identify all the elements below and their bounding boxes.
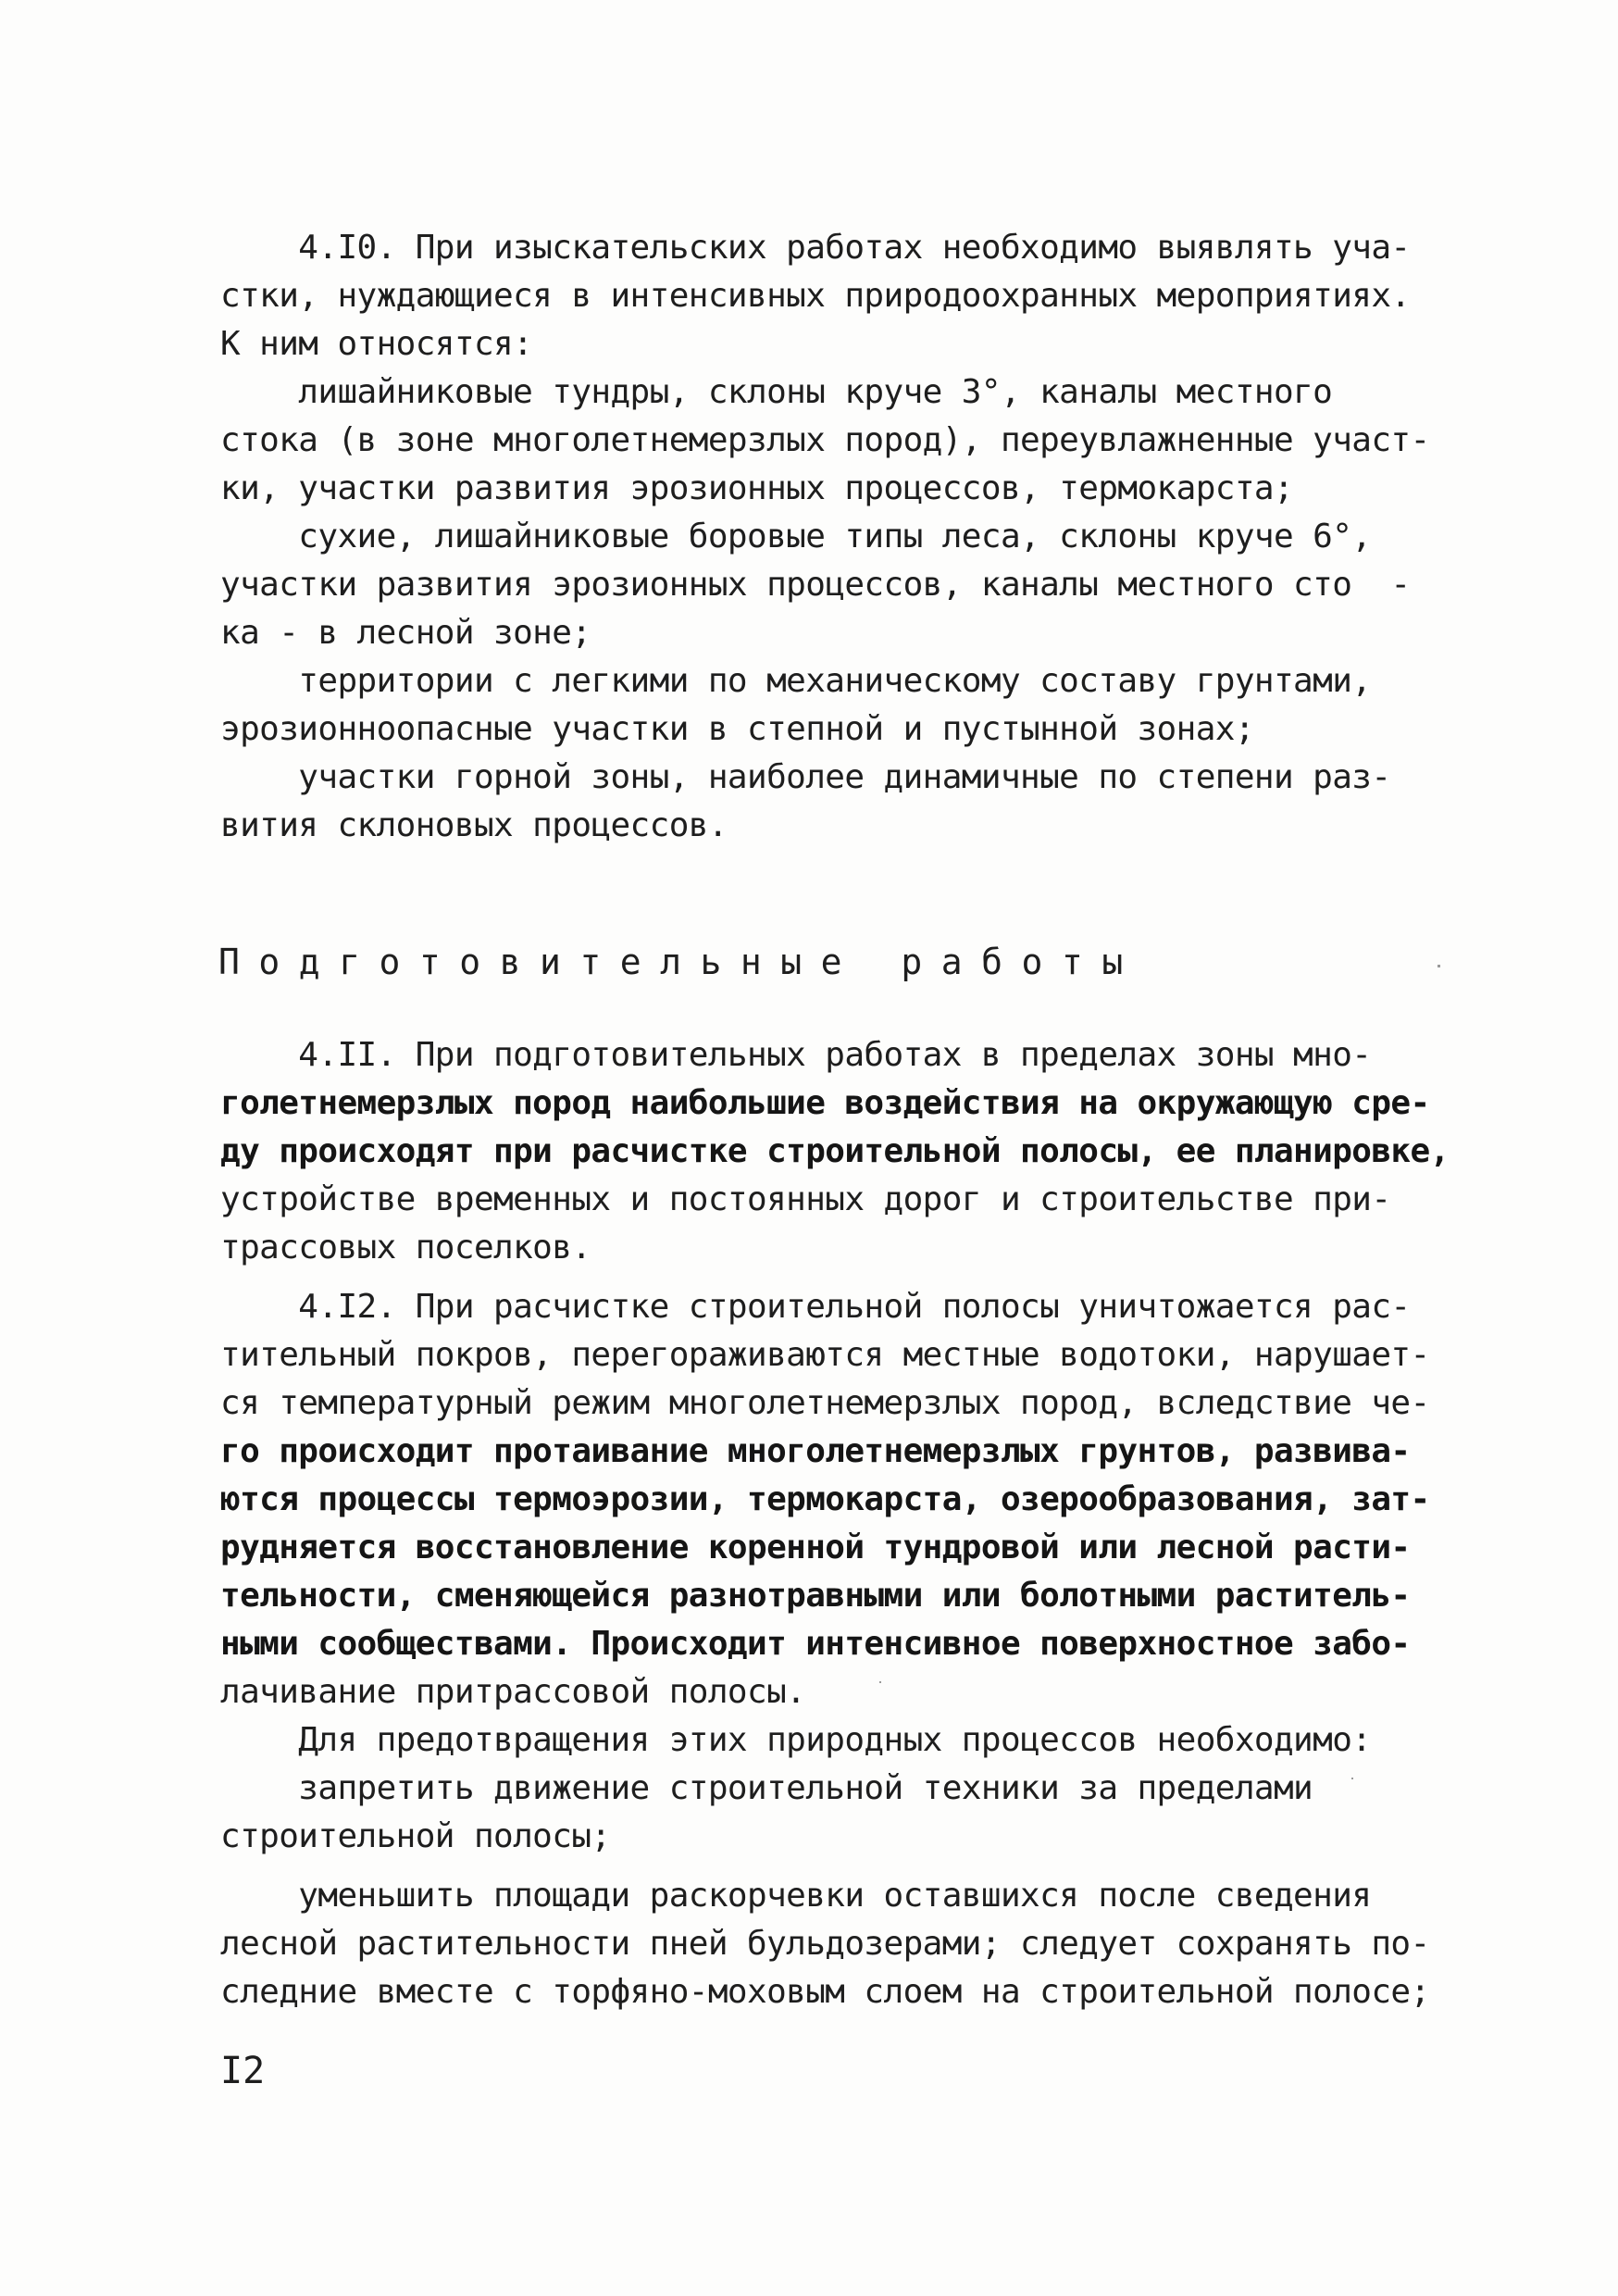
text-line: тительный покров, перегораживаются местные водотоки, нарушает- xyxy=(220,1336,1430,1374)
text-line: уменьшить площади раскорчевки оставшихся после сведения xyxy=(220,1877,1372,1915)
text-line: ка - в лесной зоне; xyxy=(220,614,591,652)
text-line: трассовых поселков. xyxy=(220,1229,591,1267)
text-line: тельности, сменяющейся разнотравными или болотными раститель- xyxy=(220,1577,1411,1615)
text-line: стки, нуждающиеся в интенсивных природоохранных мероприятиях. xyxy=(220,277,1411,315)
text-line: ными сообществами. Происходит интенсивное поверхностное забо- xyxy=(220,1625,1411,1663)
text-line: ду происходят при расчистке строительной полосы, ее планировке, xyxy=(220,1132,1450,1170)
text-line: го происходит протаивание многолетнемерзлых грунтов, развива- xyxy=(220,1432,1411,1470)
text-line: лесной растительности пней бульдозерами; следует сохранять по- xyxy=(220,1925,1430,1963)
scan-speck xyxy=(879,1681,881,1683)
scan-speck xyxy=(1351,1778,1353,1779)
text-line: лишайниковые тундры, склоны круче 3°, каналы местного xyxy=(220,373,1333,411)
text-line: лачивание притрассовой полосы. xyxy=(220,1673,806,1711)
text-line: устройстве временных и постоянных дорог и строительстве при- xyxy=(220,1180,1391,1218)
text-line: участки развития эрозионных процессов, каналы местного сто - xyxy=(220,566,1411,604)
text-line: сухие, лишайниковые боровые типы леса, склоны круче 6°, xyxy=(220,518,1372,555)
text-line: голетнемерзлых пород наибольшие воздействия на окружающую сре- xyxy=(220,1084,1430,1122)
text-line: стока (в зоне многолетнемерзлых пород), переувлажненные участ- xyxy=(220,421,1430,459)
text-line: 4.II. При подготовительных работах в пределах зоны мно- xyxy=(220,1036,1372,1074)
text-line: эрозионноопасные участки в степной и пустынной зонах; xyxy=(220,710,1254,748)
scan-speck xyxy=(1438,965,1440,967)
text-line: территории с легкими по механическому составу грунтами, xyxy=(220,662,1372,700)
text-line: вития склоновых процессов. xyxy=(220,806,728,844)
text-line: участки горной зоны, наиболее динамичные по степени раз- xyxy=(220,758,1391,796)
text-line: ются процессы термоэрозии, термокарста, озерообразования, зат- xyxy=(220,1480,1430,1518)
text-line: 4.I2. При расчистке строительной полосы уничтожается рас- xyxy=(220,1288,1411,1326)
section-heading: Подготовительные работы xyxy=(218,942,1142,982)
text-line: строительной полосы; xyxy=(220,1817,611,1855)
text-line: К ним относятся: xyxy=(220,325,533,363)
text-line: следние вместе с торфяно-моховым слоем на строительной полосе; xyxy=(220,1973,1430,2011)
text-line: 4.I0. При изыскательских работах необходимо выявлять уча- xyxy=(220,229,1411,267)
text-line: ся температурный режим многолетнемерзлых пород, вследствие че- xyxy=(220,1384,1430,1422)
text-line: ки, участки развития эрозионных процессов, термокарста; xyxy=(220,469,1294,507)
text-line: запретить движение строительной техники за пределами xyxy=(220,1769,1313,1807)
text-line: рудняется восстановление коренной тундровой или лесной расти- xyxy=(220,1529,1411,1566)
page-number: I2 xyxy=(220,2050,266,2092)
text-line: Для предотвращения этих природных процессов необходимо: xyxy=(220,1721,1372,1759)
